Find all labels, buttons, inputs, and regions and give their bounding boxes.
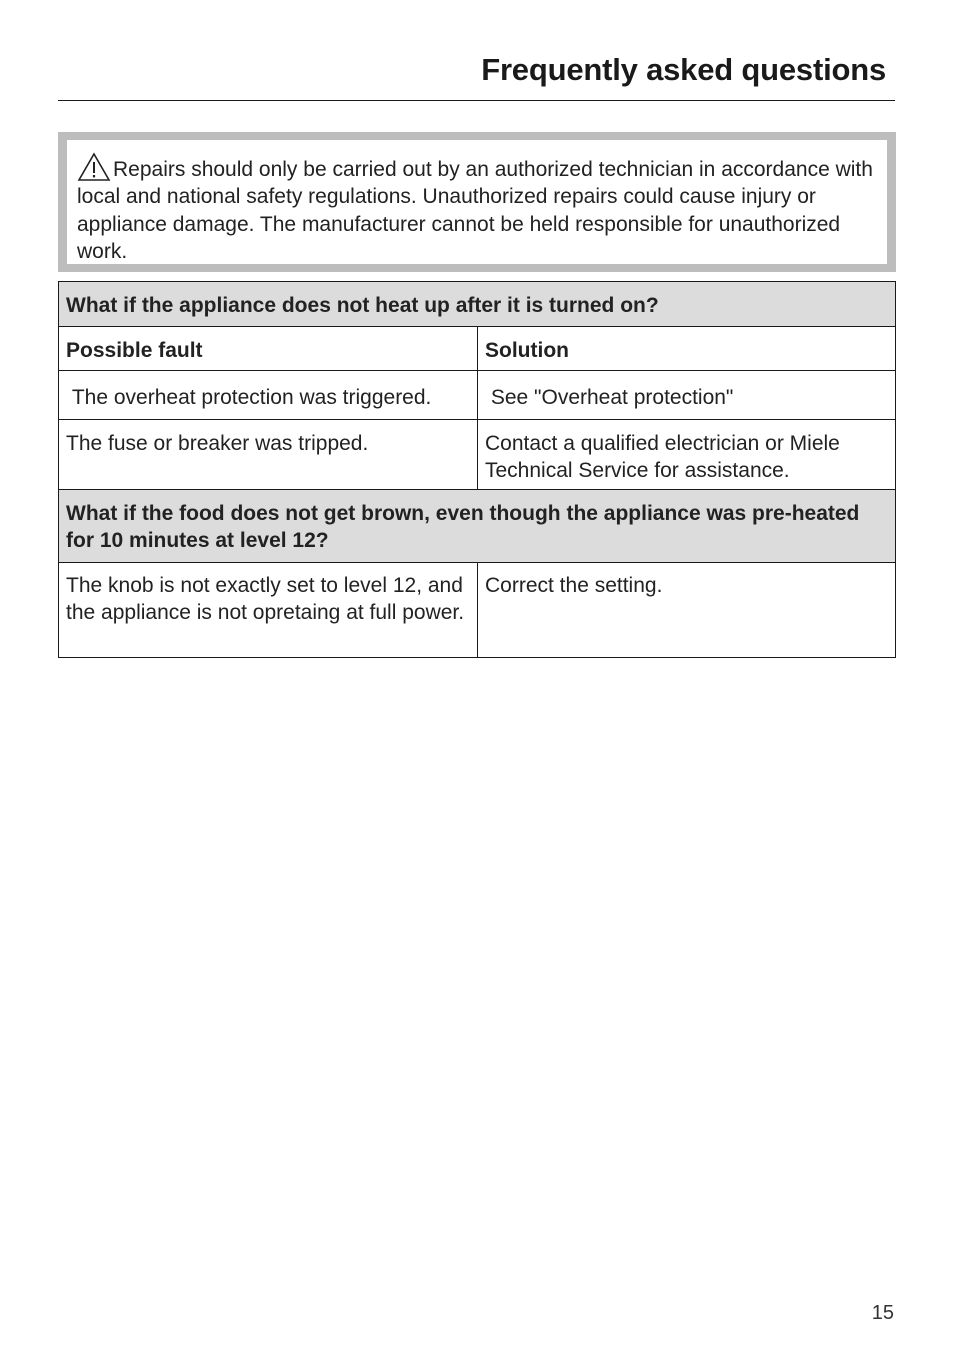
warning-box (58, 132, 896, 272)
warning-triangle-icon (77, 152, 111, 182)
column-header-solution: Solution (478, 327, 896, 370)
question-heading: What if the food does not get brown, even though the appliance was pre-heated for 10 minutes at level 12? (59, 490, 896, 563)
column-header-fault: Possible fault (59, 327, 478, 370)
faq-table (58, 281, 896, 658)
fault-cell: The fuse or breaker was tripped. (59, 419, 478, 490)
warning-text: Repairs should only be carried out by an authorized technician in accordance with local and national safety regulations. Unauthorized repairs could cause injury or appliance damage. The manufacturer cannot be held responsible for unauthorized work. (77, 158, 873, 263)
question-heading: What if the appliance does not heat up after it is turned on? (59, 282, 896, 327)
solution-cell: See "Overheat protection" (478, 370, 896, 419)
question-row (59, 490, 896, 563)
table-row (59, 419, 896, 490)
solution-cell: Correct the setting. (478, 562, 896, 657)
warning-content (67, 140, 887, 264)
question-row (59, 282, 896, 327)
title-divider (58, 100, 895, 101)
table-row (59, 370, 896, 419)
page-title: Frequently asked questions (481, 52, 886, 87)
solution-cell: Contact a qualified electrician or Miele Technical Service for assistance. (478, 419, 896, 490)
table-row (59, 562, 896, 657)
fault-cell: The knob is not exactly set to level 12, and the appliance is not opretaing at full power. (59, 562, 478, 657)
fault-cell: The overheat protection was triggered. (59, 370, 478, 419)
page-number: 15 (871, 1302, 894, 1324)
column-header-row (59, 327, 896, 370)
